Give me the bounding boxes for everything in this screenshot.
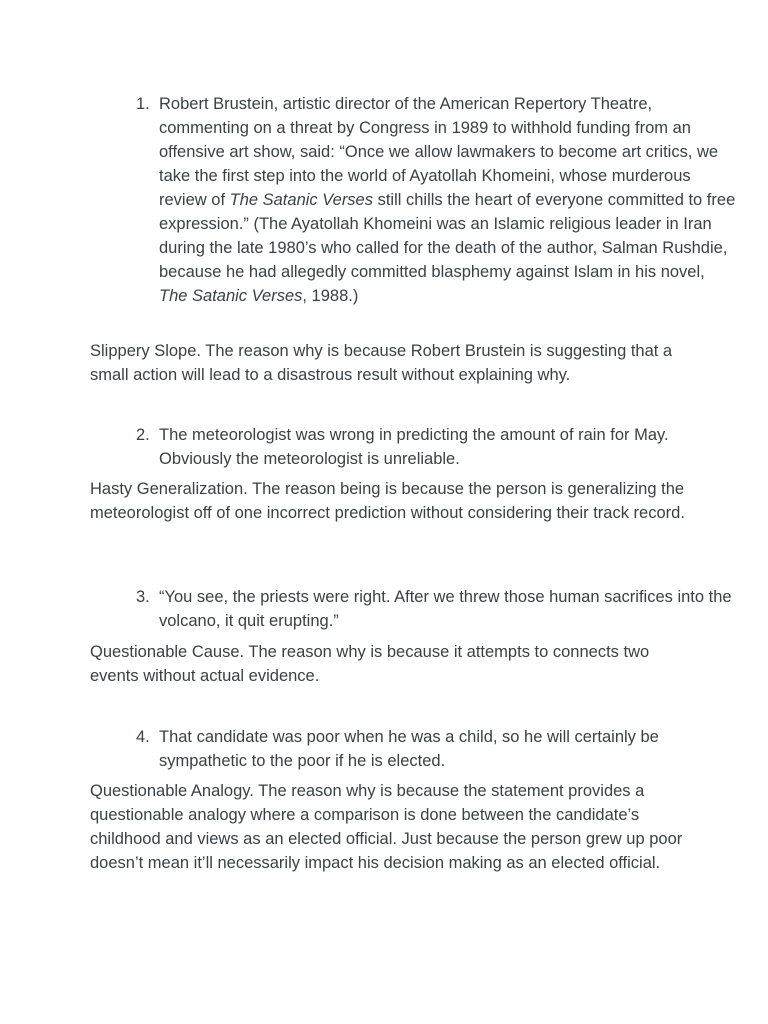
question-segment: Robert Brustein, artistic director of the American Repertory Theatre, commenting on a threat by Congress in 1989 to withhold funding from an offensive art show, said: “Once we allow lawmakers to become art critics, we take the first step into the world of Ayatollah Khomeini, whose murderous review of	[159, 95, 719, 209]
answer-2: Hasty Generalization. The reason being is because the person is generalizing the meteorologist off of one incorrect prediction without considering their track record.	[90, 480, 685, 522]
list-item-3	[136, 585, 736, 633]
list-item-1	[136, 92, 736, 308]
answer-4: Questionable Analogy. The reason why is because the statement provides a questionable analogy where a comparison is done between the candidate’s childhood and views as an elected official. Just because the person grew up poor doesn’t mean it’ll necessarily impact his decision making as an elected official.	[90, 782, 683, 872]
question-segment: , 1988.)	[302, 287, 359, 305]
answer-3: Questionable Cause. The reason why is because it attempts to connects two events without actual evidence.	[90, 643, 650, 685]
question-text: “You see, the priests were right. After we threw those human sacrifices into the volcano, it quit erupting.”	[159, 588, 732, 630]
question-text: That candidate was poor when he was a child, so he will certainly be sympathetic to the poor if he is elected.	[159, 728, 659, 770]
list-number: 2.	[136, 426, 150, 444]
question-segment: still chills the heart of everyone committed to free expression.” (The Ayatollah Khomeini was an Islamic religious leader in Iran during the late 1980’s who called for the death of the author, Salman Rushdie, because he had allegedly committed blasphemy against Islam in his novel,	[159, 191, 736, 281]
list-item-4	[136, 725, 736, 773]
answer-1: Slippery Slope. The reason why is because Robert Brustein is suggesting that a small action will lead to a disastrous result without explaining why.	[90, 342, 673, 384]
question-text: The meteorologist was wrong in predicting the amount of rain for May. Obviously the meteorologist is unreliable.	[159, 426, 669, 468]
book-title-italic: The Satanic Verses	[159, 287, 303, 305]
list-number: 1.	[136, 95, 150, 113]
list-item-2	[136, 423, 736, 471]
list-number: 4.	[136, 728, 150, 746]
book-title-italic: The Satanic Verses	[229, 191, 373, 209]
list-number: 3.	[136, 588, 150, 606]
question-text	[159, 92, 736, 308]
